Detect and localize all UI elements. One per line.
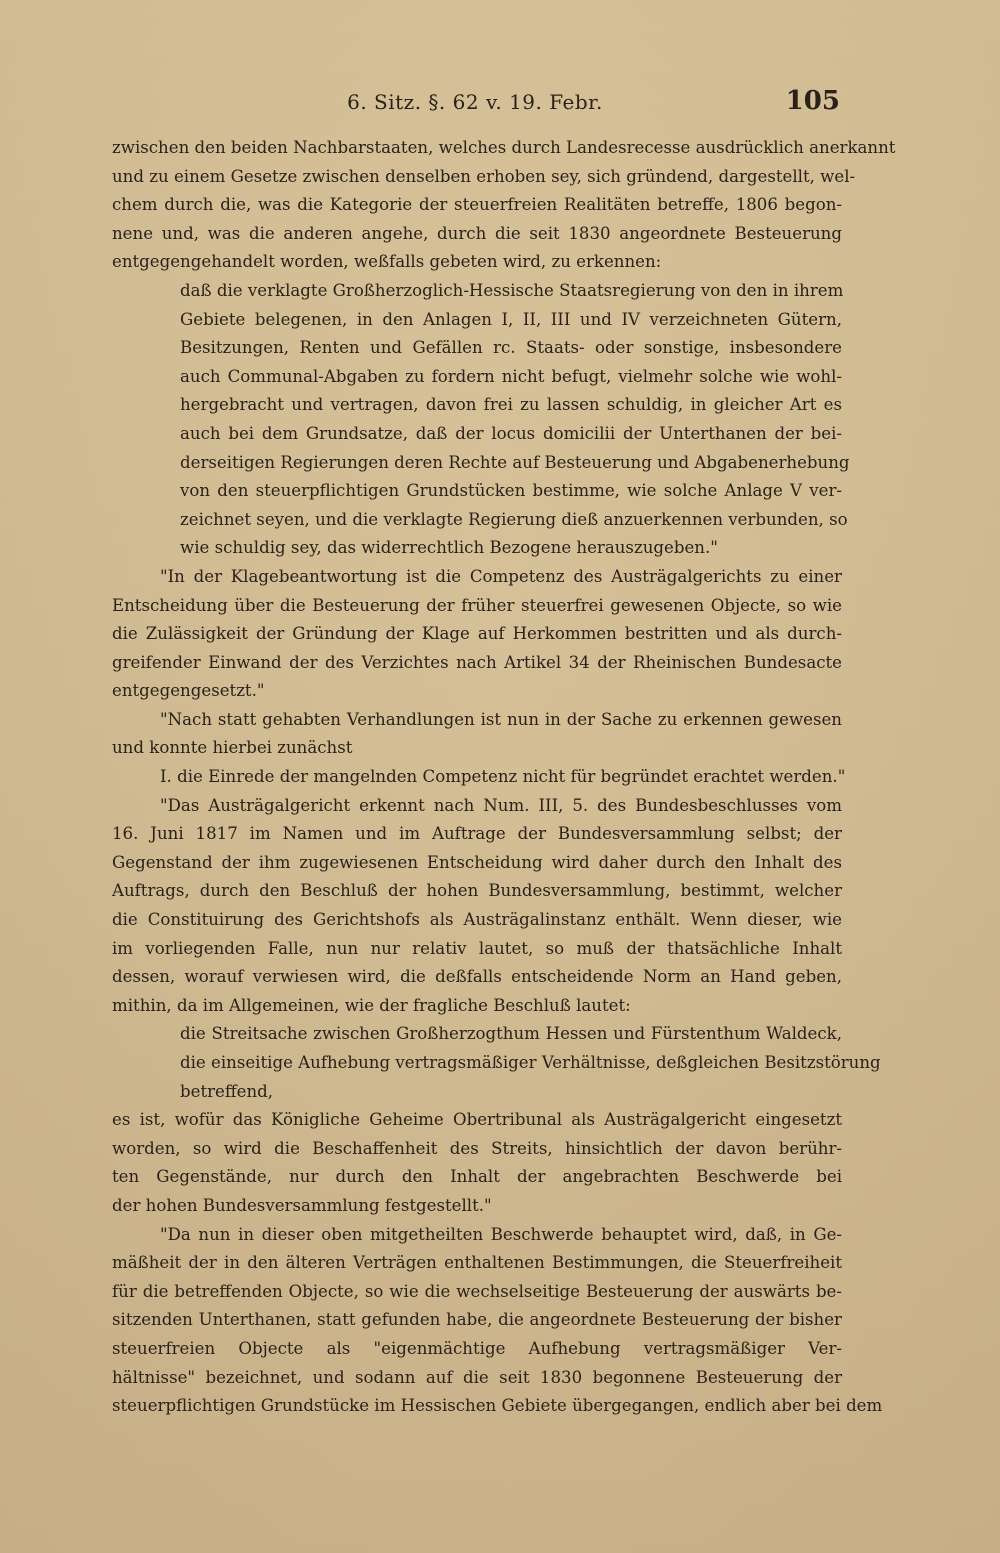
- text-line: hältnisse" bezeichnet, und sodann auf die seit 1830 begonnene Besteuerung der: [112, 1367, 842, 1387]
- text-line: sitzenden Unterthanen, statt gefunden habe, die angeordnete Besteuerung der bisher: [112, 1310, 842, 1330]
- text-line: zeichnet seyen, und die verklagte Regierung dieß anzuerkennen verbunden, so: [180, 509, 848, 529]
- text-line: nene und, was die anderen angehe, durch die seit 1830 angeordnete Besteuerung: [112, 223, 842, 243]
- text-line: "Da nun in dieser oben mitgetheilten Beschwerde behauptet wird, daß, in Ge-: [160, 1224, 842, 1244]
- text-line: 16. Juni 1817 im Namen und im Auftrage der Bundesversammlung selbst; der: [112, 824, 842, 844]
- text-line: die Streitsache zwischen Großherzogthum Hessen und Fürstenthum Waldeck,: [180, 1024, 842, 1044]
- text-line: und zu einem Gesetze zwischen denselben erhoben sey, sich gründend, dargestellt, wel-: [112, 166, 856, 186]
- text-line: mäßheit der in den älteren Verträgen enthaltenen Bestimmungen, die Steuerfreiheit: [112, 1253, 842, 1273]
- text-line: zwischen den beiden Nachbarstaaten, welches durch Landesrecesse ausdrücklich anerkannt: [112, 138, 896, 157]
- text-line: für die betreffenden Objecte, so wie die wechselseitige Besteuerung der auswärts be-: [112, 1281, 842, 1301]
- text-line: dessen, worauf verwiesen wird, die deßfalls entscheidende Norm an Hand geben,: [112, 967, 842, 987]
- text-line: entgegengesetzt.": [112, 681, 265, 701]
- text-line: auch Communal-Abgaben zu fordern nicht befugt, vielmehr solche wie wohl-: [180, 366, 842, 386]
- text-line: die einseitige Aufhebung vertragsmäßiger Verhältnisse, deßgleichen Besitzstörung: [180, 1053, 881, 1072]
- body-text: [112, 134, 896, 1421]
- text-line: entgegengehandelt worden, weßfalls gebeten wird, zu erkennen:: [112, 252, 662, 272]
- text-line: chem durch die, was die Kategorie der steuerfreien Realitäten betreffe, 1806 begon-: [112, 195, 842, 215]
- text-line: im vorliegenden Falle, nun nur relativ lautet, so muß der thatsächliche Inhalt: [112, 938, 842, 958]
- text-line: mithin, da im Allgemeinen, wie der fragliche Beschluß lautet:: [112, 995, 631, 1015]
- text-line: Entscheidung über die Besteuerung der früher steuerfrei gewesenen Objecte, so wie: [112, 595, 842, 615]
- text-line: "Nach statt gehabten Verhandlungen ist nun in der Sache zu erkennen gewesen: [160, 709, 842, 729]
- text-line: daß die verklagte Großherzoglich-Hessische Staatsregierung von den in ihrem: [180, 280, 844, 300]
- text-line: steuerfreien Objecte als "eigenmächtige Aufhebung vertragsmäßiger Ver-: [112, 1338, 842, 1358]
- text-line: wie schuldig sey, das widerrechtlich Bezogene herauszugeben.": [180, 538, 718, 558]
- text-line: auch bei dem Grundsatze, daß der locus domicilii der Unterthanen der bei-: [180, 423, 842, 443]
- text-line: Auftrags, durch den Beschluß der hohen Bundesversammlung, bestimmt, welcher: [112, 881, 842, 901]
- text-line: steuerpflichtigen Grundstücke im Hessischen Gebiete übergegangen, endlich aber bei dem: [112, 1396, 883, 1416]
- text-line: worden, so wird die Beschaffenheit des Streits, hinsichtlich der davon berühr-: [112, 1138, 842, 1158]
- text-line: Besitzungen, Renten und Gefällen rc. Staats- oder sonstige, insbesondere: [180, 338, 842, 358]
- text-line: die Zulässigkeit der Gründung der Klage auf Herkommen bestritten und als durch-: [112, 624, 842, 644]
- text-line: hergebracht und vertragen, davon frei zu lassen schuldig, in gleicher Art es: [180, 395, 842, 415]
- text-line: der hohen Bundesversammlung festgestellt.": [112, 1195, 492, 1215]
- text-line: Gegenstand der ihm zugewiesenen Entscheidung wird daher durch den Inhalt des: [112, 852, 842, 872]
- page-header: [110, 86, 840, 122]
- text-line: betreffend,: [180, 1081, 274, 1101]
- page-number: 105: [785, 86, 840, 116]
- text-line: Gebiete belegenen, in den Anlagen I, II, III und IV verzeichneten Gütern,: [180, 309, 842, 329]
- text-line: "In der Klagebeantwortung ist die Competenz des Austrägalgerichts zu einer: [160, 566, 842, 586]
- running-head: 6. Sitz. §. 62 v. 19. Febr.: [347, 90, 603, 114]
- text-line: und konnte hierbei zunächst: [112, 738, 353, 758]
- text-line: von den steuerpflichtigen Grundstücken bestimme, wie solche Anlage V ver-: [180, 481, 842, 501]
- text-line: ten Gegenstände, nur durch den Inhalt der angebrachten Beschwerde bei: [112, 1167, 842, 1187]
- text-line: es ist, wofür das Königliche Geheime Obertribunal als Austrägalgericht eingesetzt: [112, 1110, 842, 1130]
- text-line: greifender Einwand der des Verzichtes nach Artikel 34 der Rheinischen Bundesacte: [112, 652, 842, 672]
- text-line: I. die Einrede der mangelnden Competenz nicht für begründet erachtet werden.": [160, 767, 846, 787]
- text-line: derseitigen Regierungen deren Rechte auf Besteuerung und Abgabenerhebung: [180, 452, 850, 472]
- text-line: "Das Austrägalgericht erkennt nach Num. III, 5. des Bundesbeschlusses vom: [160, 795, 842, 815]
- text-line: die Constituirung des Gerichtshofs als Austrägalinstanz enthält. Wenn dieser, wie: [112, 910, 842, 930]
